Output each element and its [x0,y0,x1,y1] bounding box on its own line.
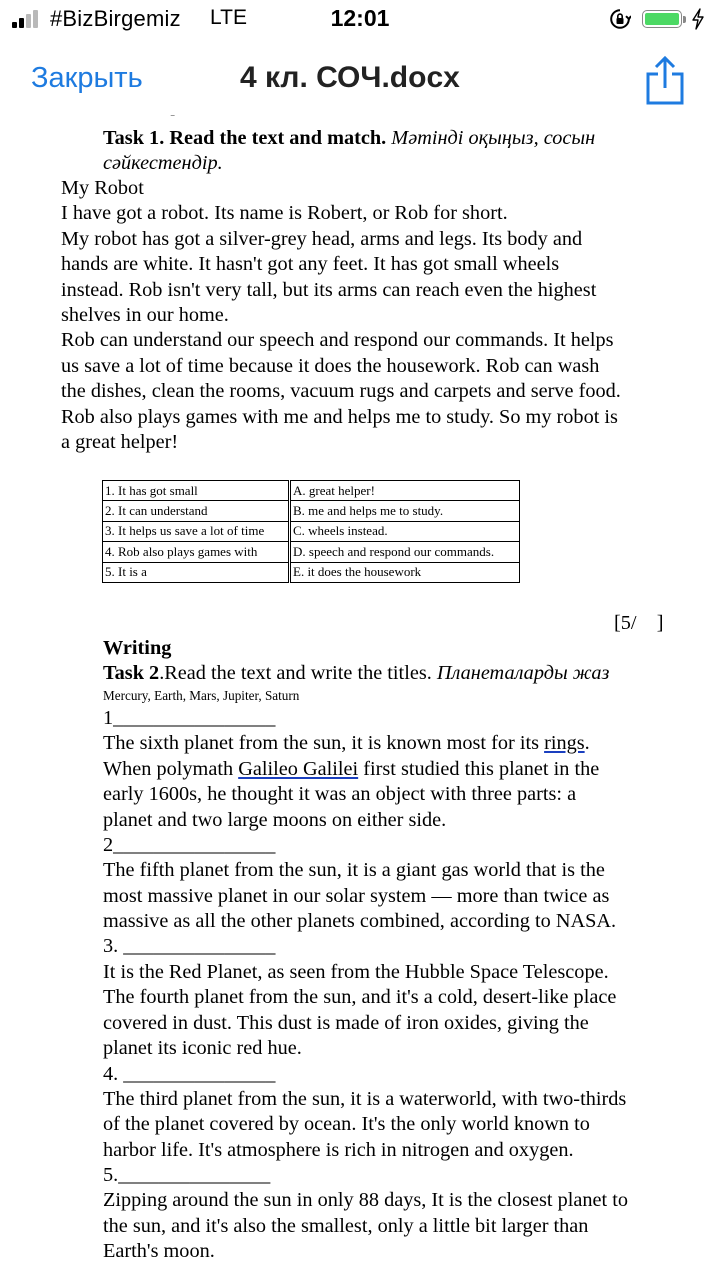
table-cell: 4. Rob also plays games with [103,542,290,562]
task2-heading-text: .Read the text and write the titles. [159,662,432,684]
paragraph-line: most massive planet in our solar system — more than twice as [103,885,610,907]
match-table [102,480,520,583]
close-button[interactable]: Закрыть [31,62,143,94]
story-line: us save a lot of time because it does the housework. Rob can wash [61,355,600,377]
task2-heading-bold: Task 2 [103,662,160,684]
score-box: [5/ ] [614,612,664,634]
story-line: hands are white. It hasn't got any feet. It has got small wheels [61,253,560,275]
table-cell: 2. It can understand [103,501,290,521]
answer-blank-2: 2________________ [103,834,276,856]
story-line: a great helper! [61,431,179,453]
table-cell: A. great helper! [290,481,520,501]
answer-blank-5: 5._______________ [103,1164,271,1186]
table-row [103,501,520,521]
paragraph-line: planet its iconic red hue. [103,1037,302,1059]
text-run: first studied this planet in the [358,758,600,780]
galileo-link[interactable]: Galileo Galilei [238,758,359,780]
paragraph-line [103,757,599,782]
task1-heading-en: Task 1. Read the text and match. [103,127,387,149]
paragraph-line: Zipping around the sun in only 88 days, It is the closest planet to [103,1189,628,1211]
story-line: the dishes, clean the rooms, vacuum rugs and carpets and serve food. [61,380,621,402]
paragraph-line: The fifth planet from the sun, it is a giant gas world that is the [103,859,605,881]
paragraph-line: harbor life. It's atmosphere is rich in nitrogen and oxygen. [103,1139,574,1161]
story-line: I have got a robot. Its name is Robert, or Rob for short. [61,202,508,224]
answer-blank-4: 4. _______________ [103,1063,276,1085]
story-line: Rob can understand our speech and respond our commands. It helps [61,329,614,351]
table-cell: D. speech and respond our commands. [290,542,520,562]
paragraph-line: The third planet from the sun, it is a waterworld, with two-thirds [103,1088,627,1110]
document-title: 4 кл. СОЧ.docx [240,61,460,94]
paragraph-line: early 1600s, he thought it was an object with three parts: a [103,783,577,805]
paragraph-line [103,731,590,756]
network-type: LTE [210,6,247,29]
task2-heading-kz: Планеталарды жаз [436,662,610,684]
text-run: When polymath [103,758,239,780]
story-line: Rob also plays games with me and helps me to study. So my robot is [61,406,618,428]
paragraph-line: The fourth planet from the sun, and it's a cold, desert-like place [103,986,617,1008]
table-cell: B. me and helps me to study. [290,501,520,521]
stray-mark: ‾ [171,116,175,127]
paragraph-line: massive as all the other planets combined, according to NASA. [103,910,617,932]
paragraph-line: planet and two large moons on either side. [103,809,447,831]
status-time: 12:01 [330,5,390,31]
task1-heading-kz: Мәтінді оқыңыз, сосын [391,127,596,149]
table-cell: C. wheels instead. [290,521,520,541]
task1-heading [103,126,595,151]
story-line: My Robot [61,177,144,199]
table-cell: 3. It helps us save a lot of time [103,521,290,541]
task2-heading [103,661,609,686]
table-cell: 5. It is a [103,562,290,582]
writing-heading: Writing [103,637,172,659]
answer-blank-1: 1________________ [103,707,276,729]
paragraph-line: of the planet covered by ocean. It's the only world known to [103,1113,590,1135]
paragraph-line: It is the Red Planet, as seen from the Hubble Space Telescope. [103,961,609,983]
paragraph-line: the sun, and it's also the smallest, only a little bit larger than [103,1215,589,1237]
table-cell: E. it does the housework [290,562,520,582]
rings-link[interactable]: rings [544,732,585,754]
task1-heading-kz-line2: сәйкестендір. [103,152,223,174]
paragraph-line: covered in dust. This dust is made of iron oxides, giving the [103,1012,589,1034]
table-row [103,562,520,582]
table-row [103,481,520,501]
story-line: shelves in our home. [61,304,229,326]
table-row [103,542,520,562]
planet-list: Mercury, Earth, Mars, Jupiter, Saturn [103,688,300,703]
story-line: My robot has got a silver-grey head, arms and legs. Its body and [61,228,583,250]
paragraph-line: Earth's moon. [103,1240,215,1262]
answer-blank-3: 3. _______________ [103,935,276,957]
story-line: instead. Rob isn't very tall, but its arms can reach even the highest [61,279,597,301]
text-run: The sixth planet from the sun, it is known most for its [103,732,545,754]
carrier-name: #BizBirgemiz [50,6,181,31]
text-run: . [584,732,590,754]
table-row [103,521,520,541]
table-cell: 1. It has got small [103,481,290,501]
